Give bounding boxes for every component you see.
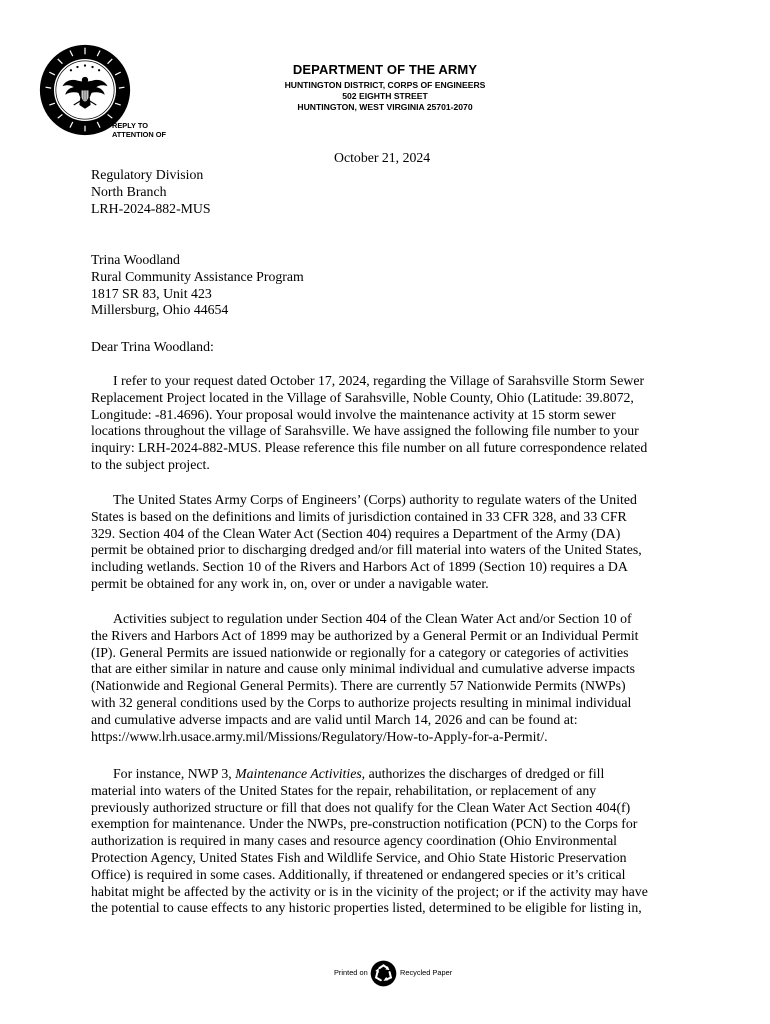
body-text: For instance, NWP 3, [113,766,236,781]
permit-url: https://www.lrh.usace.army.mil/Missions/Regulatory/How-to-Apply-for-a-Permit/. [91,728,548,744]
body-line: Activities subject to regulation under Section 404 of the Clean Water Act and/or Section 10 of [113,611,632,626]
recipient-name: Trina Woodland [91,252,180,267]
attention-of-label: ATTENTION OF [112,130,167,139]
salutation: Dear Trina Woodland: [91,339,214,354]
body-line: authorization is required in many cases and resource agency coordination (Ohio Environmental [91,833,618,849]
body-line: States is based on the definitions and limits of jurisdiction contained in 33 CFR 328, and 33 CFR [91,508,627,524]
office-block [91,167,211,217]
paragraph-permits [91,611,639,745]
printed-on-label: Printed on [334,968,368,977]
paragraph-authority [91,492,642,593]
recipient-address [91,252,304,319]
body-line: The United States Army Corps of Engineers’ (Corps) authority to regulate waters of the United [113,492,637,507]
body-line: inquiry: LRH-2024-882-MUS. Please reference this file number on all future correspondence related [91,440,648,456]
body-line: 329. Section 404 of the Clean Water Act (Section 404) requires a Department of the Army (DA) [91,525,621,541]
file-number: LRH-2024-882-MUS [91,200,211,216]
body-line: the Rivers and Harbors Act of 1899 may be authorized by a General Permit or an Individual Permit [91,627,639,643]
body-line: with 32 general conditions used by the Corps to authorize projects resulting in minimal individual [91,694,632,710]
street-address: 502 EIGHTH STREET [342,91,428,101]
body-line: (Nationwide and Regional General Permits). There are currently 57 Nationwide Permits (NWPs) [91,678,626,694]
body-text: authorizes the discharges of dredged or fill [365,766,605,781]
body-line: Replacement Project located in the Village of Sarahsville, Noble County, Ohio (Latitude: 39.8072, [91,389,634,405]
body-line: including wetlands. Section 10 of the Rivers and Harbors Act of 1899 (Section 10) requires a DA [91,559,628,575]
body-line: to the subject project. [91,456,210,472]
nwp-title-italic: Maintenance Activities, [235,766,366,781]
body-line: I refer to your request dated October 17, 2024, regarding the Village of Sarahsville Storm Sewer [113,373,645,388]
recycled-paper-footer [334,960,464,986]
body-line [91,766,648,783]
body-line: Protection Agency, United States Fish and Wildlife Service, and Ohio State Historic Preservation [91,849,627,865]
city-address: HUNTINGTON, WEST VIRGINIA 25701-2070 [297,102,473,112]
recipient-street: 1817 SR 83, Unit 423 [91,285,212,301]
body-line: (IP). General Permits are issued nationwide or regionally for a category or categories of activities [91,644,629,660]
paragraph-request [91,373,647,474]
body-line: exemption for maintenance. Under the NWPs, pre-construction notification (PCN) to the Corps for [91,816,638,832]
office-line: North Branch [91,183,167,199]
district-name: HUNTINGTON DISTRICT, CORPS OF ENGINEERS [284,80,486,90]
letter-date: October 21, 2024 [334,150,431,165]
body-line: material into waters of the United States for the repair, rehabilitation, or replacement of any [91,782,597,798]
body-line: permit be obtained prior to discharging dredged and/or fill material into waters of the United States, [91,542,642,558]
body-line: that are either similar in nature and cause only minimal individual and cumulative adverse impacts [91,661,636,677]
body-line: permit be obtained for any work in, on, over or under a navigable water. [91,575,489,591]
recipient-organization: Rural Community Assistance Program [91,268,304,284]
body-line: Longitude: -81.4696). Your proposal would involve the maintenance activity at 15 storm sewer [91,406,616,422]
body-line: habitat might be affected by the activity or is in the vicinity of the project; or if the activity may have [91,883,648,899]
reply-to-label: REPLY TO [112,121,149,130]
body-line: Office) is required in some cases. Additionally, if threatened or endangered species or it’s critical [91,866,626,882]
body-line: previously authorized structure or fill that does not qualify for the Clean Water Act Section 404(f) [91,799,631,815]
recipient-city: Millersburg, Ohio 44654 [91,302,229,318]
department-title: DEPARTMENT OF THE ARMY [292,62,478,77]
body-line: the potential to cause effects to any historic properties listed, determined to be eligible for listing in, [91,900,642,916]
recycle-icon [370,960,397,987]
paragraph-nwp3 [91,766,648,917]
body-line: locations throughout the village of Sarahsville. We have assigned the following file number to your [91,423,639,439]
recycled-paper-label: Recycled Paper [400,968,453,977]
body-line: and cumulative adverse impacts and are valid until March 14, 2026 and can be found at: [91,711,578,727]
office-line: Regulatory Division [91,167,204,182]
